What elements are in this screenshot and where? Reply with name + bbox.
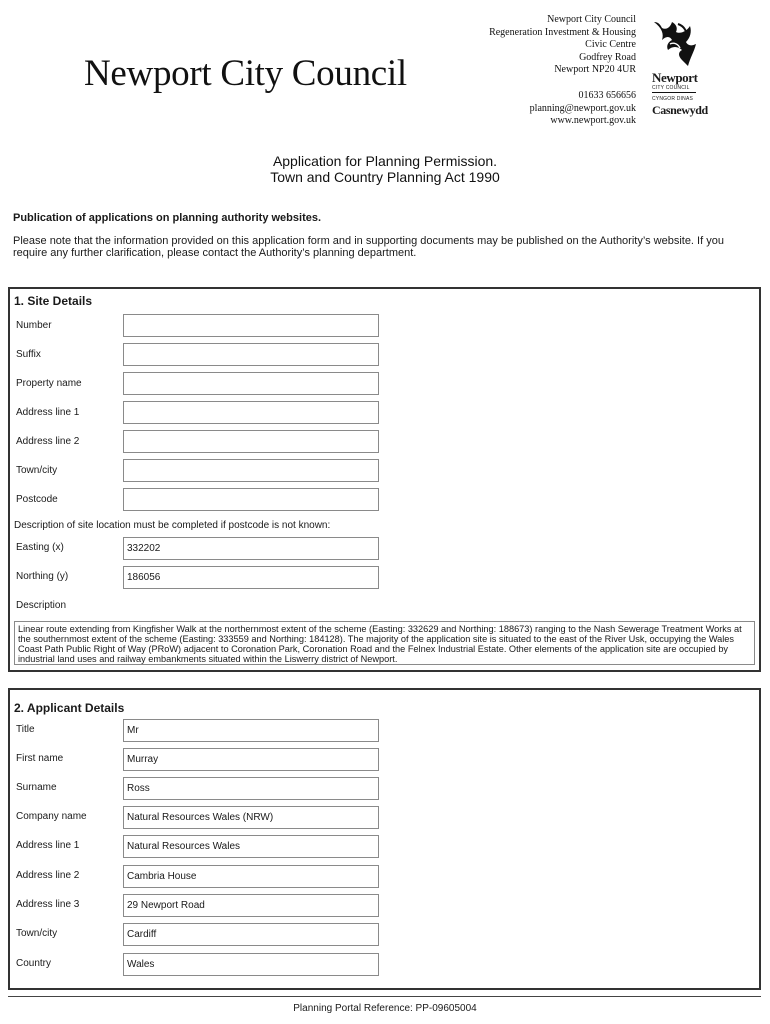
publication-heading: Publication of applications on planning authority websites. <box>13 212 322 224</box>
applicant-details-section <box>8 688 761 990</box>
field-label: Address line 3 <box>16 899 80 910</box>
logo-welsh-name: Casnewydd <box>652 103 708 117</box>
section-title: 1. Site Details <box>14 294 93 308</box>
applicant-address-line-3-field[interactable]: 29 Newport Road <box>123 894 379 917</box>
field-label: Northing (y) <box>16 571 69 582</box>
logo-name: Newport <box>652 70 698 85</box>
field-label: Town/city <box>16 928 58 939</box>
site-town-city-field[interactable] <box>123 459 379 482</box>
field-label: Title <box>16 724 35 735</box>
applicant-title-field[interactable]: Mr <box>123 719 379 742</box>
address-line: Newport City Council <box>547 14 636 25</box>
field-label: Address line 1 <box>16 840 80 851</box>
site-postcode-field[interactable] <box>123 488 379 511</box>
contact-phone: 01633 656656 <box>578 89 636 101</box>
document-title <box>0 153 770 185</box>
applicant-country-field[interactable]: Wales <box>123 953 379 976</box>
field-label: Easting (x) <box>16 542 64 553</box>
field-label: Country <box>16 958 52 969</box>
address-line: Civic Centre <box>585 39 636 51</box>
council-address <box>489 14 636 128</box>
applicant-company-name-field[interactable]: Natural Resources Wales (NRW) <box>123 806 379 829</box>
contact-website[interactable]: www.newport.gov.uk <box>550 115 636 127</box>
title-line-2: Town and Country Planning Act 1990 <box>270 169 500 185</box>
logo-subtitle: CITY COUNCIL <box>652 85 690 91</box>
publication-text: Please note that the information provided on this application form and in supporting documents may be published on the Authority’s website. If you require any further clarification, please contact the Authority’s planning department. <box>13 235 724 259</box>
site-address-line-2-field[interactable] <box>123 430 379 453</box>
applicant-address-line-2-field[interactable]: Cambria House <box>123 865 379 888</box>
field-label: Property name <box>16 378 82 389</box>
field-label: Description <box>16 600 67 611</box>
contact-email[interactable]: planning@newport.gov.uk <box>529 102 636 114</box>
council-logo <box>648 18 708 118</box>
applicant-first-name-field[interactable]: Murray <box>123 748 379 771</box>
applicant-address-line-1-field[interactable]: Natural Resources Wales <box>123 835 379 858</box>
field-label: Number <box>16 320 52 331</box>
site-suffix-field[interactable] <box>123 343 379 366</box>
field-label: Suffix <box>16 349 41 360</box>
field-label: Postcode <box>16 494 58 505</box>
footer-divider <box>8 996 761 997</box>
field-label: First name <box>16 753 64 764</box>
applicant-town-city-field[interactable]: Cardiff <box>123 923 379 946</box>
address-line: Regeneration Investment & Housing <box>489 26 636 38</box>
site-property-name-field[interactable] <box>123 372 379 395</box>
council-name: Newport City Council <box>84 53 407 94</box>
site-description-field[interactable]: Linear route extending from Kingfisher Walk at the northernmost extent of the scheme (Easting: 332629 and Northing: 188673) ranging to the Nash Sewerage Treatment Works at the southernmost extent of the scheme (Easting: 333559 and Northing: 184128). The majority of the application site is situated to the east of the River Usk, occupying the Wales Coast Path Public Right of Way (PRoW) adjacent to Coronation Park, Coronation Road and the Felnex Industrial Estate. Other elements of the application site are occupied by industrial land uses and railway embankments situated within the Liswerry district of Newport. <box>14 621 755 665</box>
applicant-surname-field[interactable]: Ross <box>123 777 379 800</box>
address-line: Godfrey Road <box>579 51 636 63</box>
site-details-section <box>8 287 761 672</box>
griffin-icon <box>648 18 700 70</box>
northing-field[interactable]: 186056 <box>123 566 379 589</box>
address-line: Newport NP20 4UR <box>554 64 636 76</box>
site-number-field[interactable] <box>123 314 379 337</box>
site-location-note: Description of site location must be completed if postcode is not known: <box>14 520 331 531</box>
section-title: 2. Applicant Details <box>14 701 125 715</box>
site-address-line-1-field[interactable] <box>123 401 379 424</box>
field-label: Address line 2 <box>16 436 80 447</box>
easting-field[interactable]: 332202 <box>123 537 379 560</box>
field-label: Town/city <box>16 465 58 476</box>
logo-subtitle-welsh: CYNGOR DINAS <box>652 96 694 102</box>
field-label: Address line 2 <box>16 870 80 881</box>
field-label: Address line 1 <box>16 407 80 418</box>
field-label: Company name <box>16 811 87 822</box>
planning-portal-reference: Planning Portal Reference: PP-09605004 <box>293 1003 477 1014</box>
field-label: Surname <box>16 782 57 793</box>
title-line-1: Application for Planning Permission. <box>272 153 498 169</box>
